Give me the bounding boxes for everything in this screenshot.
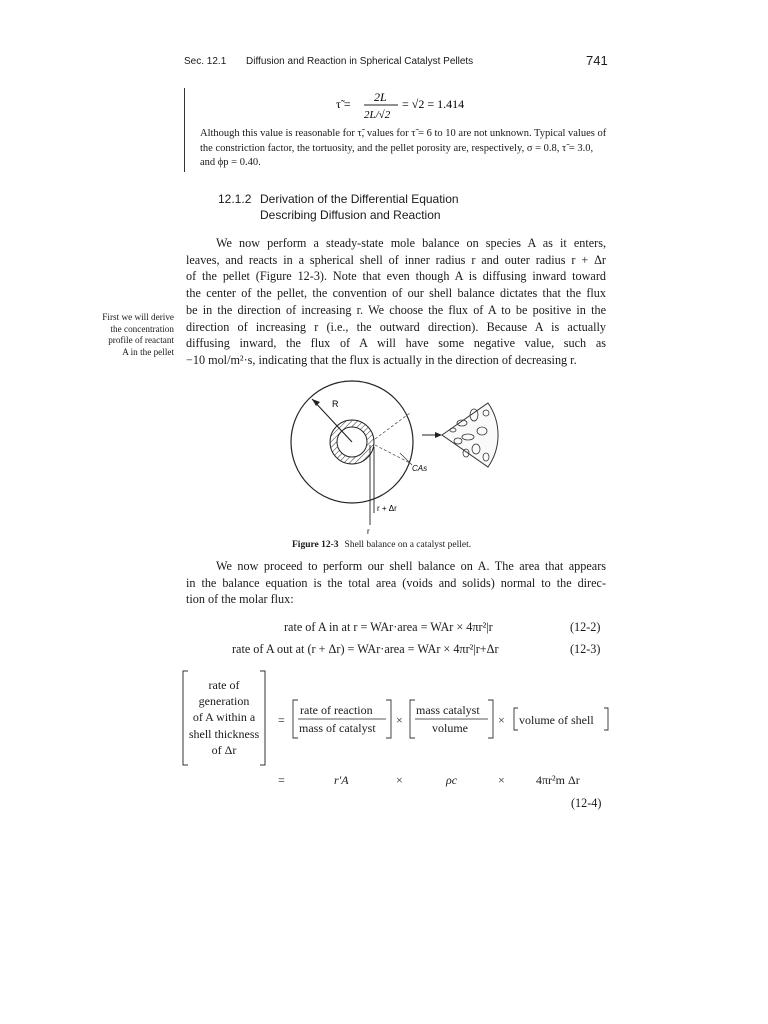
margin-rule [184,88,185,172]
equation-number: (12-4) [571,796,602,810]
text-line: in the balance equation is the total area (voids and solids) normal to the direc- [186,575,606,590]
equation-number: (12-3) [570,642,601,656]
equation-generation-symbols [270,768,620,792]
zoom-line-upper [375,413,410,439]
catalyst-pellet-figure [290,375,510,535]
tau-lhs: τ̃ = [336,97,351,111]
text-line: −10 mol/m²·s, indicating that the flux is actually in the direction of decreasing r. [186,352,577,367]
generation-line: generation [198,694,250,709]
bracket [604,708,608,730]
mass-denominator: volume [432,721,468,735]
rate-numerator: rate of reaction [300,703,373,717]
times-sign: × [396,773,403,787]
flux-arrowhead [435,432,442,438]
surface-concentration-label: CAs [412,464,428,473]
text-line: the center of the pellet, the convention of our shell balance dictates that the flux [186,286,606,301]
section-heading-number: 12.1.2 [218,192,252,206]
running-title: Diffusion and Reaction in Spherical Catalyst Pellets [246,56,474,67]
shell-volume-symbol: 4πr²m Δr [536,773,580,787]
rate-symbol: r′A [334,773,349,787]
equals-sign: = [278,713,285,727]
radius-label: R [332,399,339,409]
paragraph-area [186,558,606,608]
margin-note-line: First we will derive [102,312,174,322]
bracket [293,700,298,738]
margin-note-line: profile of reactant [108,335,174,345]
equation-rate-in: rate of A in at r = WAr·area = WAr × 4πr²|r [284,620,493,634]
outer-radius-label: r + Δr [377,504,397,513]
mass-numerator: mass catalyst [416,703,480,717]
figure-caption-text: Shell balance on a catalyst pellet. [344,540,472,550]
text-line: We now proceed to perform our shell balance on A. The area that appears [216,559,606,573]
tau-rhs: = √2 = 1.414 [402,97,465,111]
section-heading-line1: Derivation of the Differential Equation [260,192,459,206]
text-line: tion of the molar flux: [186,592,294,607]
times-sign: × [396,713,403,727]
equation-rate-out: rate of A out at (r + Δr) = WAr·area = WAr × 4πr²|r+Δr [232,642,499,656]
paragraph-shell-balance [186,235,606,369]
paragraph-tortuosity: Although this value is reasonable for τ̃, values for τ̃ = 6 to 10 are not unknown. Typical values of the constriction factor, the tortuosity, and the pellet porosity are, respectively, σ = 0.8, τ̃ = 3.0, and ϕp = 0.40. [200,128,607,168]
text-line: We now perform a steady-state mole balance on species A as it enters, [216,236,606,250]
section-heading [218,191,459,223]
tortuosity-equation [334,88,494,122]
equals-sign: = [278,773,285,787]
zoom-line-lower [375,445,410,463]
section-heading-line2: Describing Diffusion and Reaction [260,208,441,222]
bracket [386,700,391,738]
page-number: 741 [586,53,608,68]
times-sign: × [498,713,505,727]
generation-line: of Δr [211,742,237,757]
generation-line: of A within a [192,710,256,725]
inner-radius-label: r [367,527,370,535]
text-line: leaves, and reacts in a spherical shell of inner radius r and outer radius r + Δr [186,252,606,267]
generation-line: rate of [208,678,240,692]
equation-number: (12-2) [570,620,601,634]
text-line: be in the direction of increasing r. We choose the flux of A to be positive in the [186,302,606,317]
density-symbol: ρc [446,773,458,787]
tau-denominator: 2L/√2 [364,109,391,121]
generation-term [182,677,266,758]
figure-caption [292,540,471,550]
rate-denominator: mass of catalyst [299,721,376,735]
bracket [488,700,493,738]
margin-note [90,312,174,358]
bracket [514,708,518,730]
equation-generation [270,690,620,750]
volume-of-shell: volume of shell [519,713,594,727]
text-line: direction of increasing r (i.e., the outward direction). Because A is actually [186,319,606,334]
section-number: Sec. 12.1 [184,56,227,67]
radius-arrowhead [312,399,320,406]
times-sign: × [498,773,505,787]
porous-wedge [442,403,498,467]
generation-line: shell thickness [188,726,260,741]
tau-numerator: 2L [374,90,387,104]
text-line: of the pellet (Figure 12-3). Note that even though A is diffusing inward toward [186,269,606,284]
text-line: diffusing inward, the flux of A will have some negative value, such as [186,336,606,351]
bracket [410,700,415,738]
margin-note-line: A in the pellet [122,346,174,357]
figure-caption-label: Figure 12-3 [292,540,339,550]
margin-note-line: the concentration [110,323,174,334]
